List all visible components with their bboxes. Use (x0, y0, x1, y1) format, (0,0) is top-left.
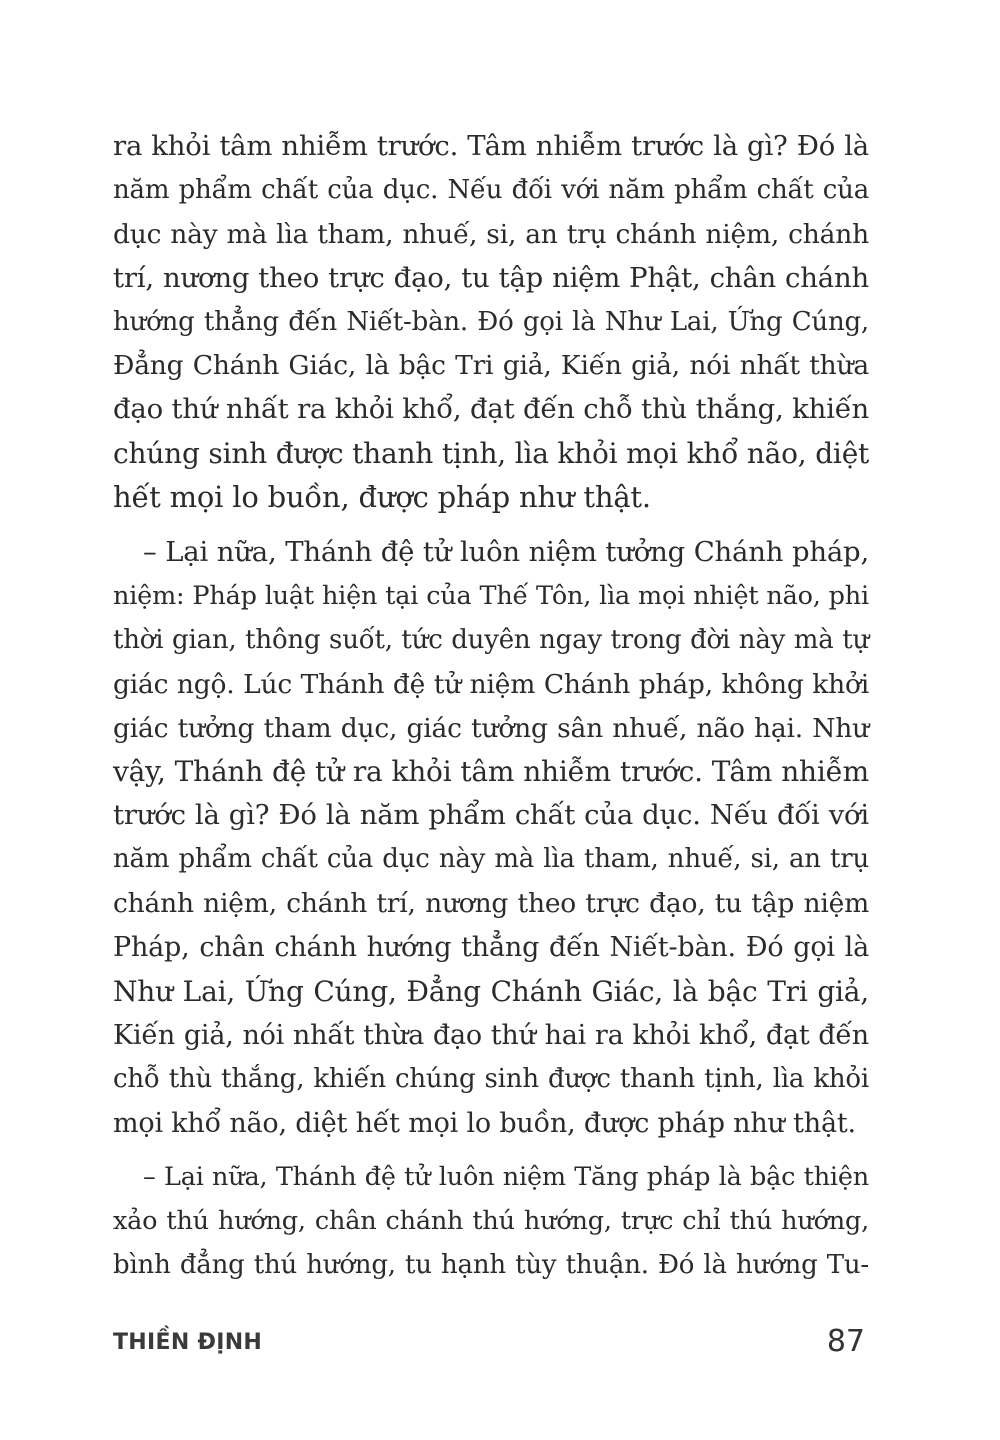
text-line: chúng sinh được thanh tịnh, lìa khỏi mọi khổ não, diệt (113, 437, 870, 471)
text-line: Như Lai, Ứng Cúng, Đẳng Chánh Giác, là bậc Tri giả, (113, 974, 869, 1008)
text-line: vậy, Thánh đệ tử ra khỏi tâm nhiễm trước. Tâm nhiễm (113, 755, 869, 789)
text-line: trước là gì? Đó là năm phẩm chất của dục. Nếu đối với (113, 799, 869, 832)
text-line: xảo thú hướng, chân chánh thú hướng, trực chỉ thú hướng, (113, 1206, 869, 1237)
text-line: Kiến giả, nói nhất thừa đạo thứ hai ra khỏi khổ, đạt đến (113, 1019, 869, 1051)
text-line: chỗ thù thắng, khiến chúng sinh được thanh tịnh, lìa khỏi (113, 1063, 869, 1094)
paragraph-2 (113, 531, 869, 1145)
paragraph-1 (113, 125, 869, 520)
text-line: – Lại nữa, Thánh đệ tử luôn niệm Tăng pháp là bậc thiện (143, 1162, 869, 1193)
text-line: năm phẩm chất của dục. Nếu đối với năm phẩm chất của (113, 174, 869, 205)
text-line: đạo thứ nhất ra khỏi khổ, đạt đến chỗ thù thắng, khiến (113, 393, 869, 426)
running-footer-title: THIỀN ĐỊNH (113, 1330, 263, 1355)
text-line: mọi khổ não, diệt hết mọi lo buồn, được pháp như thật. (113, 1107, 856, 1139)
text-line: giác tưởng tham dục, giác tưởng sân nhuế, não hại. Như (113, 712, 869, 744)
text-line: giác ngộ. Lúc Thánh đệ tử niệm Chánh pháp, không khởi (113, 668, 869, 700)
paragraph-gap (113, 1145, 869, 1156)
text-line: bình đẳng thú hướng, tu hạnh tùy thuận. Đó là hướng Tu- (113, 1250, 869, 1281)
text-line: hết mọi lo buồn, được pháp như thật. (113, 480, 651, 515)
text-line: dục này mà lìa tham, nhuế, si, an trụ chánh niệm, chánh (113, 218, 869, 250)
paragraph-3 (113, 1156, 869, 1288)
paragraph-gap (113, 520, 869, 531)
page-number: 87 (826, 1324, 865, 1359)
text-line: thời gian, thông suốt, tức duyên ngay trong đời này mà tự (113, 624, 869, 655)
text-line: niệm: Pháp luật hiện tại của Thế Tôn, lìa mọi nhiệt não, phi (113, 580, 869, 611)
text-line: – Lại nữa, Thánh đệ tử luôn niệm tưởng Chánh pháp, (143, 536, 869, 569)
text-line: năm phẩm chất của dục này mà lìa tham, nhuế, si, an trụ (113, 844, 869, 875)
text-line: Pháp, chân chánh hướng thẳng đến Niết-bàn. Đó gọi là (113, 932, 869, 964)
body-text (113, 125, 869, 1288)
text-line: hướng thẳng đến Niết-bàn. Đó gọi là Như Lai, Ứng Cúng, (113, 306, 869, 337)
text-line: Đẳng Chánh Giác, là bậc Tri giả, Kiến giả, nói nhất thừa (113, 350, 869, 382)
text-line: trí, nương theo trực đạo, tu tập niệm Phật, chân chánh (113, 261, 869, 294)
text-line: chánh niệm, chánh trí, nương theo trực đạo, tu tập niệm (113, 888, 869, 920)
text-line: ra khỏi tâm nhiễm trước. Tâm nhiễm trước là gì? Đó là (113, 130, 869, 162)
